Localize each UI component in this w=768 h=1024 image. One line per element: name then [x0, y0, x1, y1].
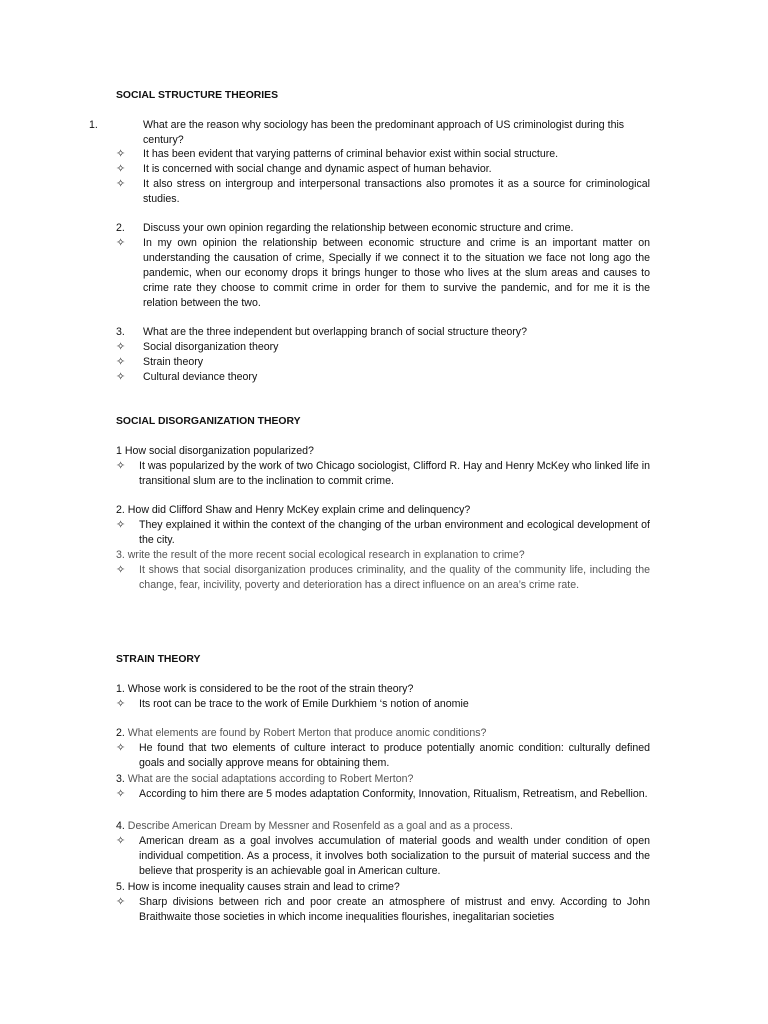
answer-bullet: ✧ Cultural deviance theory — [116, 371, 258, 383]
question-number: 1. — [89, 119, 98, 131]
answer-bullet: ✧ He found that two elements of culture interact to produce potentially anomic condition: culturally defined goals and socially approve means for obtaining them. — [116, 742, 650, 769]
answer-bullet: ✧ Sharp divisions between rich and poor create an atmosphere of mistrust and envy. According to John Braithwaite those societies in which income inequalities flourishes, inegalitarian societies — [116, 896, 650, 923]
diamond-bullet-icon: ✧ — [116, 835, 126, 847]
question-2 — [116, 726, 650, 741]
question-2 — [116, 221, 650, 236]
diamond-bullet-icon: ✧ — [116, 698, 126, 710]
diamond-bullet-icon: ✧ — [116, 163, 126, 175]
diamond-bullet-icon: ✧ — [116, 148, 126, 160]
question-text: What elements are found by Robert Merton that produce anomic conditions? — [124, 727, 487, 739]
question-text: Describe American Dream by Messner and Rosenfeld as a goal and as a process. — [124, 820, 513, 832]
question-1 — [89, 118, 650, 148]
question-text: Discuss your own opinion regarding the relationship between economic structure and crime. — [143, 222, 574, 234]
question-number: 2. — [116, 727, 125, 739]
question-text: What are the social adaptations according to Robert Merton? — [124, 773, 414, 785]
question-number: 4. — [116, 820, 125, 832]
question-1: 1. Whose work is considered to be the root of the strain theory? — [116, 683, 414, 695]
question-3 — [116, 325, 650, 340]
question-4 — [116, 819, 650, 834]
question-number: 3. — [116, 773, 125, 785]
heading-social-disorganization-theory: SOCIAL DISORGANIZATION THEORY — [116, 416, 301, 427]
question-5: 5. How is income inequality causes strain and lead to crime? — [116, 881, 400, 893]
question-text: What are the three independent but overlapping branch of social structure theory? — [143, 326, 527, 338]
diamond-bullet-icon: ✧ — [116, 341, 126, 353]
answer-bullet: ✧ It was popularized by the work of two Chicago sociologist, Clifford R. Hay and Henry McKey who linked life in transitional slum are to the inclination to commit crime. — [116, 460, 650, 487]
question-1: 1 How social disorganization popularized? — [116, 445, 314, 457]
diamond-bullet-icon: ✧ — [116, 742, 126, 754]
answer-bullet: ✧ In my own opinion the relationship between economic structure and crime is an important matter on understanding the causation of crime, Specially if we connect it to the situation we face not long ago the pandemic, when our economy drops it brings hunger to those who lives at the slum areas and causes to crime rate they choose to commit crime in order for them to survive the pandemic, and for me it is the relation between the two. — [116, 237, 650, 309]
diamond-bullet-icon: ✧ — [116, 460, 126, 472]
question-text: What are the reason why sociology has been the predominant approach of US criminologist during this century? — [143, 119, 625, 146]
answer-bullet: ✧ It has been evident that varying patterns of criminal behavior exist within social structure. — [116, 148, 559, 160]
answer-bullet: ✧ It is concerned with social change and dynamic aspect of human behavior. — [116, 163, 492, 175]
question-number: 2. — [116, 222, 125, 234]
question-3: 3. write the result of the more recent social ecological research in explanation to crime? — [116, 549, 525, 561]
diamond-bullet-icon: ✧ — [116, 356, 126, 368]
heading-social-structure-theories: SOCIAL STRUCTURE THEORIES — [116, 90, 279, 101]
answer-bullet: ✧ It also stress on intergroup and interpersonal transactions also promotes it as a source for criminological studies. — [116, 178, 650, 205]
answer-bullet: ✧ American dream as a goal involves accumulation of material goods and wealth under condition of open individual competition. As a process, it involves both socialization to the pursuit of material success and the believe that prosperity is an achievable goal in American culture. — [116, 835, 650, 877]
diamond-bullet-icon: ✧ — [116, 896, 126, 908]
answer-bullet: ✧ They explained it within the context of the changing of the urban environment and ecological development of the city. — [116, 519, 650, 546]
question-3 — [116, 772, 650, 787]
diamond-bullet-icon: ✧ — [116, 788, 126, 800]
diamond-bullet-icon: ✧ — [116, 237, 126, 249]
answer-bullet: ✧ Social disorganization theory — [116, 341, 279, 353]
answer-bullet: ✧ Strain theory — [116, 356, 204, 368]
answer-bullet: ✧ According to him there are 5 modes adaptation Conformity, Innovation, Ritualism, Retreatism, and Rebellion. — [116, 788, 648, 800]
answer-bullet: ✧ It shows that social disorganization produces criminality, and the quality of the community life, including the change, fear, incivility, poverty and deterioration has a direct influence on an area’s crime rate. — [116, 564, 650, 591]
heading-strain-theory: STRAIN THEORY — [116, 654, 201, 665]
diamond-bullet-icon: ✧ — [116, 564, 126, 576]
diamond-bullet-icon: ✧ — [116, 519, 126, 531]
diamond-bullet-icon: ✧ — [116, 178, 126, 190]
diamond-bullet-icon: ✧ — [116, 371, 126, 383]
answer-bullet: ✧ Its root can be trace to the work of Emile Durkhiem ‘s notion of anomie — [116, 698, 469, 710]
question-2: 2. How did Clifford Shaw and Henry McKey explain crime and delinquency? — [116, 504, 471, 516]
question-number: 3. — [116, 326, 125, 338]
